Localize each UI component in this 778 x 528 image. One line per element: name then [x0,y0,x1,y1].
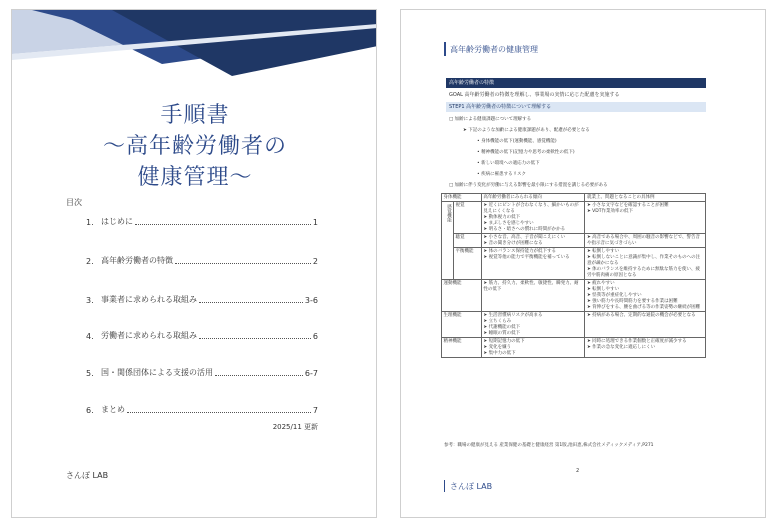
toc-heading: 目次 [66,198,82,207]
toc-entry[interactable]: 4. 労働者に求められる取組み 6 [86,331,318,341]
header-accent [444,42,446,56]
issues-cell: ➤ 高音である場合や、周囲の騒音の影響などで、警告音や指示音に気づきづらい [585,234,706,248]
toc-entry[interactable]: 5. 国・関係団体による支援の活用 6-7 [86,368,318,378]
issues-cell: ➤ 転倒しやすい ➤ 転倒しないことに意識が集中し、作業そのものへの注意が疎かになる ➤ 体のバランスを維持するために無駄な筋力を使い、疲労や筋肉痛の原因となる [585,248,706,280]
header-cell: 身体機能 [442,194,482,202]
header-cell: 高年齢労働者にみられる傾向 [481,194,585,202]
page-header-title: 高年齢労働者の健康管理 [450,45,538,54]
tendency-cell: ➤ 近くにピントが合わなくなり、細かいものが見えにくくなる ➤ 動体視力の低下 ➤ まぶしさを感じやすい ➤ 明るさ・暗さへの慣れに時間がかかる [481,202,585,234]
tendency-cell: ➤ 小さな音、高音、子音が聞こえにくい ➤ 音の聞き分けが困難になる [481,234,585,248]
brand-label: さんぽ LAB [66,471,109,480]
toc-entry[interactable]: 3. 事業者に求められる取組み 3-6 [86,295,318,305]
title-line-1: 手順書 [160,103,230,128]
bullet-item: • 身体機能の低下(運動機能、感覚機能) [477,139,557,144]
row-label: 平衡機能 [453,248,481,280]
bullet-item: • 精神機能の低下(記憶力や思考の柔軟性の低下) [477,150,575,155]
row-label: 聴覚 [453,234,481,248]
tendency-cell: ➤ 生活習慣病リスクが高まる ➤ 立ちくらみ ➤ 代謝機能の低下 ➤ 睡眠の質の低下 [481,312,585,338]
footer-accent [444,480,445,492]
sensory-group-label: 感覚機能 [442,202,454,280]
update-date: 2025/11 更新 [272,423,318,431]
issues-cell: ➤ 同時に処理できる作業個数と正確度が減少する ➤ 作業の急な変化に適応しにくい [585,338,706,358]
table-row [442,280,706,312]
checklist-item: □ 加齢による健康課題について理解する [449,117,532,122]
header-cell: 就業上、問題となることの具体例 [585,194,706,202]
cover-page [11,9,377,518]
footer-brand: さんぽ LAB [450,482,493,491]
page-number: 2 [576,468,580,474]
row-label: 視覚 [453,202,481,234]
toc-entry[interactable]: 6. まとめ 7 [86,405,318,415]
step1-title: STEP1 高年齢労働者の特徴について理解する [446,102,706,112]
content-page [400,9,766,518]
title-line-2: 〜高年齢労働者の [102,134,287,159]
row-label: 生理機能 [442,312,482,338]
sub-bullet: ➤ 下記のような加齢による健康課題があり、配慮が必要となる [463,128,590,133]
table-row [442,312,706,338]
row-label: 運動機能 [442,280,482,312]
tendency-cell: ➤ 筋力、持久力、柔軟性、敏捷性、瞬発力、耐性の低下 [481,280,585,312]
aging-effects-table [441,193,706,358]
table-row [442,202,706,234]
table-row [442,248,706,280]
section-title: 高年齢労働者の特徴 [446,78,706,88]
table-header-row [442,194,706,202]
issues-cell: ➤ 疲れやすい ➤ 転倒しやすい ➤ 怪我等が重症化しやすい ➤ 強い筋力や長時間筋力を要する作業は困難 ➤ 背伸びをする、腰を曲げる等の作業姿勢の継続が困難 [585,280,706,312]
issues-cell: ➤ 小さな文字などを確認することが困難 ➤ VDT作業効率の低下 [585,202,706,234]
table-row [442,338,706,358]
tendency-cell: ➤ 短期記憶力の低下 ➤ 変化を嫌う ➤ 集中力の低下 [481,338,585,358]
reference-note: 参考：職場の健康が見える 産業保健の基礎と健康経営 第1版,池田恵,株式会社メディックメディア,P271 [444,443,654,448]
row-label: 精神機能 [442,338,482,358]
cover-banner [12,10,377,80]
tendency-cell: ➤ 体のバランス保持能力が低下する ➤ 視覚等他の能力で平衡機能を補っている [481,248,585,280]
checklist-item: □ 加齢に伴う変化が労働に与える影響を最小限にする措置を講じる必要がある [449,183,608,188]
bullet-item: • 新しい環境への適応力の低下 [477,161,540,166]
issues-cell: ➤ 持病がある場合、定期的な通院の機会が必要となる [585,312,706,338]
table-row [442,234,706,248]
title-line-3: 健康管理〜 [137,165,253,190]
toc-entry[interactable]: 2. 高年齢労働者の特徴 2 [86,256,318,266]
goal-text: GOAL 高年齢労働者の特徴を理解し、事業場の実情に応じた配慮を実施する [449,92,620,98]
bullet-item: • 疾病に罹患するリスク [477,172,526,177]
toc-entry[interactable]: 1. はじめに 1 [86,217,318,227]
